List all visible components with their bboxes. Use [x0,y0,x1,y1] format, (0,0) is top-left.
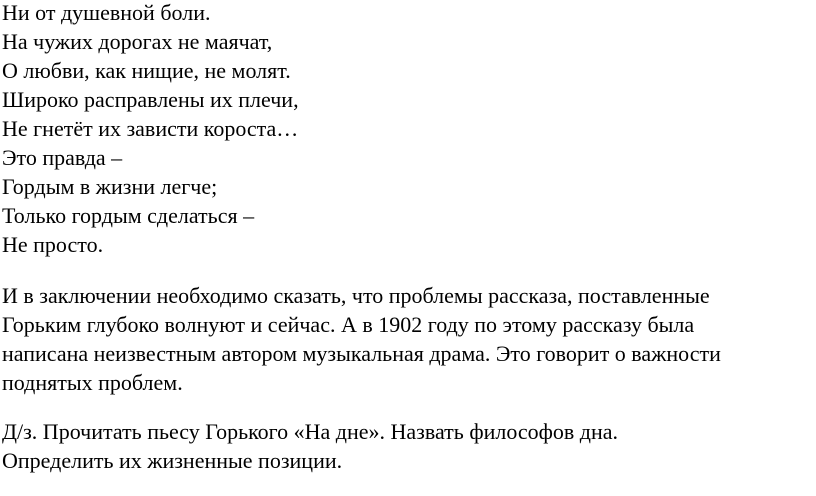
poem-line: Гордым в жизни легче; [2,174,218,199]
poem-line: Это правда – [2,145,123,170]
poem-line: Только гордым сделаться – [2,203,255,228]
paragraph-line: Определить их жизненные позиции. [2,448,343,473]
poem-block [0,0,299,259]
paragraph-line: Горьким глубоко волнуют и сейчас. А в 1902 году по этому рассказу была [2,312,695,337]
poem-line: Ни от душевной боли. [2,0,211,25]
paragraph-line: поднятых проблем. [2,370,183,395]
poem-line: О любви, как нищие, не молят. [2,58,291,83]
conclusion-paragraph [0,281,721,397]
poem-line: На чужих дорогах не маячат, [2,29,273,54]
paragraph-line: Д/з. Прочитать пьесу Горького «На дне». Назвать философов дна. [2,419,619,444]
poem-line: Не просто. [2,232,104,257]
poem-line: Широко расправлены их плечи, [2,87,299,112]
poem-line: Не гнетёт их зависти короста… [2,116,299,141]
paragraph-line: И в заключении необходимо сказать, что проблемы рассказа, поставленные [2,283,710,308]
paragraph-line: написана неизвестным автором музыкальная драма. Это говорит о важности [2,341,721,366]
homework-paragraph [0,417,618,475]
